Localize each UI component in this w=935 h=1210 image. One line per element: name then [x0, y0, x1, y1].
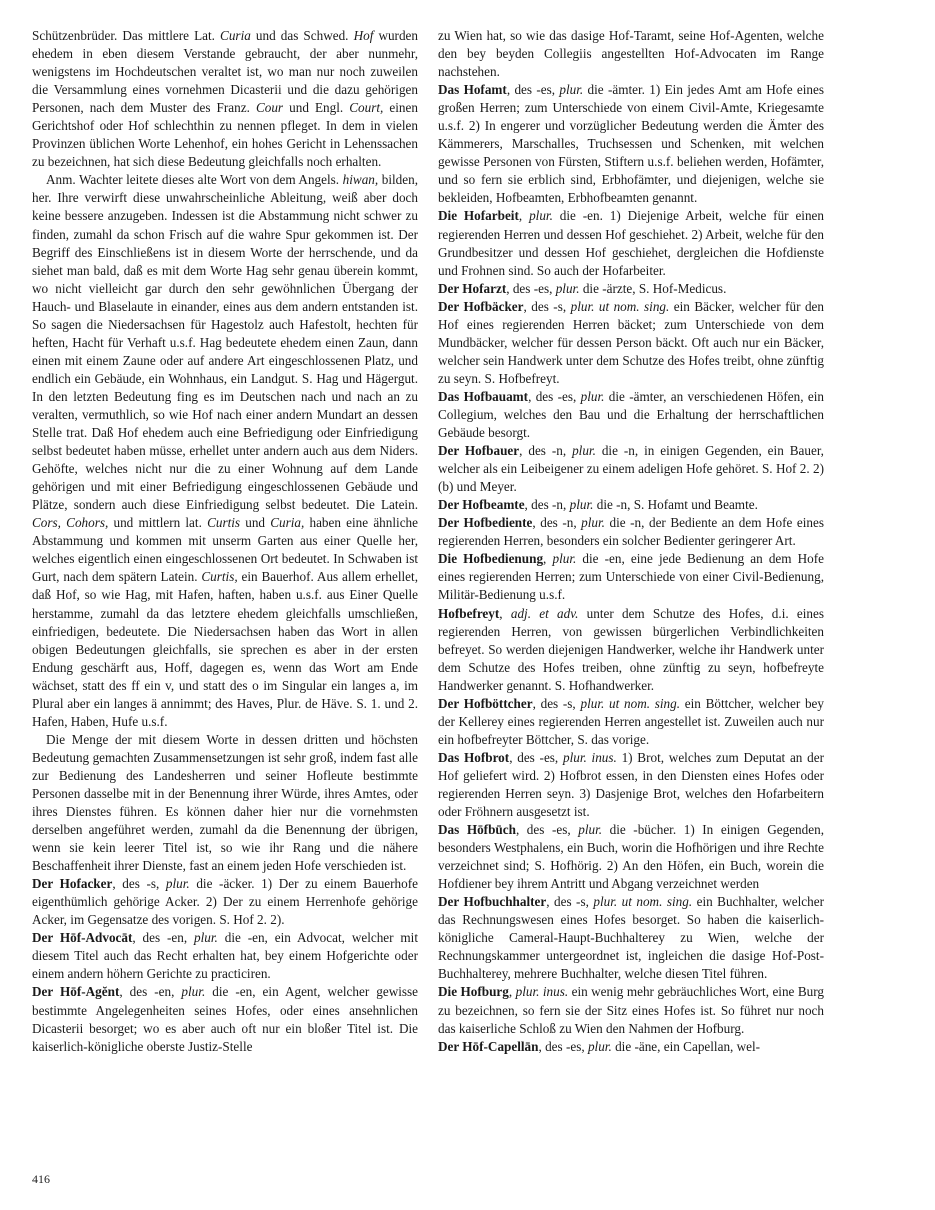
dictionary-entry [438, 207, 824, 279]
text-run: , des -n, [519, 443, 573, 459]
text-run: Schützenbrüder. Das mittlere Lat. [32, 28, 221, 43]
italic-text: plur. [529, 208, 553, 224]
dictionary-entry [438, 81, 824, 207]
text-run: die -ämter, an verschiedenen Höfen, ein Collegium, welches den Bau und die Erhaltung der herrschaftlichen Gebäude besorgt. [438, 388, 824, 441]
text-run: einen Gerichtshof oder Hof schlechthin zu nennen pfleget. In dem in vielen Provinzen üblichen Worte Lehenhof, ein hohes Gericht in Lehenssachen zu bezeichnen, hat sich diese Bedeutung gleichfalls noch erhalten. [32, 100, 418, 170]
text-run: die -äcker. 1) Der zu einem Bauerhofe eigenthümlich gehörige Acker. 2) Der zu einem Herrenhofe gehörige Acker, im Gegensatze des vorigen. S. Hof 2. 2). [32, 876, 418, 928]
text-run: ein Böttcher, welcher bey der Kellerey eines regierenden Herren angestellet ist. Zuweilen auch nur ein hofbefreyter Böttcher, S. das vorige. [438, 695, 825, 747]
headword: Das Hōfbūch [438, 822, 516, 838]
italic-text: plur. inus. [515, 984, 569, 1000]
text-run: ein Bäcker, welcher für den Hof eines regierenden Herren bäcket; zum Unterschiede von dem Mundbäcker, welcher für dessen Person bäckt. Oft auch nur ein Bäcker, welcher sein Handwerk unter dem Schutze des Hofes treibt, ohne zünftig zu seyn. S. Hofbefreyt. [438, 298, 824, 386]
headword: Der Hofböttcher [438, 695, 533, 711]
text-run: , [518, 208, 530, 224]
text-run: , des -s, [523, 298, 571, 314]
headword: Der Hofbuchhalter [438, 894, 547, 910]
dictionary-entry [32, 875, 418, 929]
headword: Der Hofbäcker [438, 298, 524, 314]
text-run: bilden, her. Ihre verwirft diese unwahrscheinliche Ableitung, weiß aber doch keine bessere anzugeben. Indessen ist die Abstammung nicht schwer zu finden, zumahl da schon Frisch auf die wahre Spur gekommen ist. Der Begriff des Einschließens ist in diesem Worte der herrschende, und da siehet man bald, daß es mit dem Worte Hag sehr genau überein kommt, wo nicht vielleicht gar durch den sehr gewöhnlichen Übergang der Hauch- und Blaselaute in einander, eines aus dem andern entstanden ist. So sagen die Niedersachsen für Hagestolz auch Hafestolt, hechten für heften, Hacht für Verhaft u.s.f. Hag bedeutete ehedem einen Zaun, dann einen mit einem Zaune oder auf andere Art eingeschlossenen Platz, und endlich ein Gebäude, ein Wohnhaus, ein Landgut. S. Hag und Hägergut. In den letzten Bedeutung fing es im Deutschen nach und nach an zu veralten, vermuthlich, so wie Hof nach einer andern Mundart an dessen Stelle trat. Daß Hof ehedem auch eine Befriedigung oder Einfriedigung selbst bedeutet haben müsse, erhellet unter andern auch aus dem Niders. Gehöfte, welches nicht nur die zu einer Wohnung auf dem Lande gehörigen und mit einer Befriedigung eingeschlossenen Gebäude und Plätze, sondern auch diese Einfriedigung selbst bedeutet. Die Latein. [32, 172, 418, 513]
italic-text: plur. [194, 930, 218, 946]
text-run: unter dem Schutze des Hofes, d.i. eines regierenden Herren, von gewissen bürgerlichen Verbindlichkeiten befreyet. So werden diejenigen Handwerker, welche ihr Handwerk unter dem Schutze des Hofes treiben, ohne zünftig zu seyn, hofbefreyte Handwerker genannt. S. Hofhandwerker. [438, 605, 824, 693]
text-run: die -en, ein Advocat, welcher mit diesem Titel auch das Recht erhalten hat, bey einem Hofgerichte oder einem andern höhern Gerichte zu practiciren. [32, 930, 419, 982]
dictionary-entry [438, 695, 824, 749]
italic-text: Cour [255, 100, 284, 116]
italic-text: plur. [552, 551, 577, 567]
text-run: , des -s, [532, 695, 581, 711]
body-paragraph [32, 171, 418, 730]
text-run: die -ärzte, S. Hof-Medicus. [579, 280, 727, 296]
text-run: haben eine ähnliche Abstammung und kommen mit unserm Garten aus einer Quelle her, welches eigentlich einen eingeschlossenen Ort bedeutet. In Schwaben ist Gurt, nach dem spätern Latein. [32, 515, 418, 585]
headword: Der Hofacker [32, 876, 113, 892]
italic-text: plur. ut nom. sing. [570, 298, 670, 314]
headword: Der Hofbediente [438, 515, 533, 531]
italic-text: adj. et adv. [510, 605, 579, 621]
italic-text: hiwan, [342, 172, 379, 188]
dictionary-entry [438, 388, 824, 442]
text-run: , des -es, [515, 822, 579, 838]
page-number: 416 [32, 1172, 50, 1186]
italic-text: Curtis [207, 515, 241, 531]
text-run: Anm. Wachter leitete dieses alte Wort von dem Angels. [46, 172, 343, 188]
headword: Das Hofamt [438, 82, 507, 98]
text-run: , des -es, [506, 82, 560, 98]
italic-text: plur. [555, 280, 580, 296]
dictionary-entry [438, 893, 824, 983]
italic-text: Cors, Cohors, [32, 515, 109, 531]
headword: Die Hofarbeit [438, 208, 519, 224]
headword: Hofbefreyt [438, 605, 500, 621]
dictionary-entry [438, 442, 824, 496]
text-run: , [543, 551, 553, 567]
text-run: die -en. 1) Diejenige Arbeit, welche für einen regierenden Herren und dessen Hof geschiehet. 2) Arbeit, welche für den Grundbesitzer und dessen Hof geschiehet, dergleichen die Hofdienste und Frohnen sind. So auch der Hofarbeiter. [438, 208, 825, 278]
headword: Das Hofbrot [438, 749, 510, 765]
headword: Der Hōf-Capellān [438, 1038, 539, 1054]
headword: Die Hofbedienung [438, 551, 544, 567]
dictionary-entry [438, 298, 824, 388]
italic-text: Curia, [270, 515, 305, 531]
text-run: ein wenig mehr gebräuchliches Wort, eine Burg zu bezeichnen, so fern sie der Sitz eines Hofes ist. So führet nur noch das kaiserliche Schloß zu Wien den Nahmen der Hofburg. [438, 984, 824, 1036]
italic-text: plur. [181, 984, 206, 1000]
text-run: , des -es, [538, 1038, 588, 1054]
headword: Das Hofbauamt [438, 388, 529, 404]
italic-text: plur. [569, 497, 594, 513]
text-run: , des -en, [119, 984, 182, 1000]
dictionary-entry [438, 983, 824, 1037]
text-run: die -n, in einigen Gegenden, ein Bauer, welcher als ein Leibeigener zu einem adeligen Hofe gehöret. S. Hof 2. 2) (b) und Meyer. [438, 443, 824, 495]
right-column [438, 27, 824, 1056]
text-run: die -n, der Bediente an dem Hofe eines regierenden Herren, besonders ein solcher Bedienter geringerer Art. [438, 515, 824, 549]
italic-text: plur. [587, 1038, 612, 1054]
text-run: und Engl. [283, 100, 350, 116]
text-run: , [499, 605, 511, 621]
text-run: , des -n, [524, 497, 570, 513]
text-run: , des -es, [506, 280, 556, 296]
italic-text: plur. [578, 822, 603, 838]
text-run: zu Wien hat, so wie das dasige Hof-Taramt, seine Hof-Agenten, welche den bey beyden Collegiis angestellten Hof-Advocaten im Range nachstehen. [438, 28, 824, 80]
text-run: wurden ehedem in eben diesem Verstande gebraucht, der aber nunmehr, wenigstens im Hochdeutschen veraltet ist, wo man nur noch zuweilen die Versammlung eines vornehmen Dicasterii und die dazu gehörigen Personen, nach dem Muster des Franz. [32, 28, 418, 116]
italic-text: plur. [580, 388, 605, 404]
text-run: , des -s, [546, 894, 594, 910]
text-run: die -ämter. 1) Ein jedes Amt am Hofe eines großen Herren; zum Unterschiede von einem Civil-Amte, Kriegesamte u.s.f. 2) In engerer und vorzüglicher Bedeutung werden die Ämter des Kämmerers, Marschalles, Truchsessen und Schenken, mit welchen gewisse Personen von Fürsten, Stiftern u.s.f. beliehen werden, Hofämter, und so fern sie erblich sind, Erbhofämter, und diejenigen, welche sie bekleiden, Hofbeamten, Erbhofbeamten genannt. [438, 82, 824, 206]
dictionary-entry [438, 1038, 824, 1056]
text-run: ein Buchhalter, welcher das Rechnungswesen eines Hofes besorget. So haben die kaiserlich-königliche Cameral-Haupt-Buchhalterey zu Wien, welche der Rechnungskammer untergeordnet ist, ingleichen die dasige Hof-Post-Buchhalterey, mehrere Buchhalter, welche diesen Titel führen. [438, 894, 824, 982]
text-run: , des -s, [112, 876, 166, 892]
dictionary-entry [32, 929, 418, 983]
text-run: die -bücher. 1) In einigen Gegenden, besonders Westphalens, ein Buch, worin die Hofhörigen und ihre Rechte verzeichnet sind; S. Hofhörig. 2) An den Höfen, ein Buch, worein die Hofdiener bey ihrem Antritt und Abgang verzeichnet werden [438, 822, 824, 892]
left-column [32, 27, 418, 1056]
italic-text: plur. ut nom. sing. [593, 894, 693, 910]
italic-text: Hof [353, 28, 374, 43]
italic-text: Court, [349, 100, 384, 116]
italic-text: Curtis, [201, 569, 238, 585]
text-run: die -äne, ein Capellan, wel- [611, 1038, 761, 1054]
text-run: , des -es, [509, 749, 563, 765]
italic-text: plur. [559, 82, 584, 98]
text-run: und mittlern lat. [108, 515, 208, 531]
dictionary-entry [438, 514, 824, 550]
dictionary-entry [438, 496, 824, 514]
text-run: ein Bauerhof. Aus allem erhellet, daß Hof, so wie Hag, mit Hafen, haften, haben u.s.f. aus Einer Quelle herstamme, zumahl da das letztere ehedem gleichfalls umschließen, einfriedigen, bedeutete. Die Niedersachsen haben das Wort in allen obigen Bedeutungen gleichfalls, sie sprechen es aber in der ersten Endung geschärft aus, Hoff, dagegen es, wenn das Wort am Ende wächset, statt des ff ein v, und statt des o im Singular ein langes a, im Plural aber ein langes ä annimmt; des Haves, Plur. de Häve. S. 1. und 2. Hafen, Haben, Hufe u.s.f. [32, 569, 418, 729]
dictionary-entry [438, 280, 824, 298]
italic-text: plur. ut nom. sing. [580, 695, 681, 711]
body-paragraph [32, 731, 418, 875]
dictionary-entry [438, 605, 824, 695]
body-paragraph [32, 27, 418, 171]
text-run: 1) Brot, welches zum Deputat an der Hof geliefert wird. 2) Hofbrot essen, in den Diensten eines Hofes oder regierenden Herren seyn. 3) Dasjenige Brot, welches den Hofarbeitern oder Fröhnern ausgesetzt ist. [438, 749, 824, 820]
text-run: und [240, 515, 271, 531]
text-run: die -n, S. Hofamt und Beamte. [593, 497, 758, 513]
dictionary-entry [438, 550, 824, 604]
text-run: , des -en, [132, 930, 195, 946]
headword: Die Hofburg [438, 984, 509, 1000]
headword: Der Hofbeamte [438, 497, 525, 513]
headword: Der Hofarzt [438, 280, 507, 296]
headword: Der Hōf-Advocāt [32, 930, 133, 946]
dictionary-entry [438, 749, 824, 821]
headword: Der Hōf-Agĕnt [32, 984, 120, 1000]
headword: Der Hofbauer [438, 443, 520, 459]
dictionary-entry [438, 821, 824, 893]
italic-text: plur. inus. [562, 749, 617, 765]
text-run: und das Schwed. [250, 28, 354, 43]
italic-text: plur. [165, 876, 190, 892]
text-run: die -en, ein Agent, welcher gewisse bestimmte Angelegenheiten seines Hofes, oder eines ansehnlichen Dicasterii besorget; wo es aber auch oft nur ein bloßer Titel ist. Die kaiserlich-königliche oberste Justiz-Stelle [32, 984, 419, 1054]
text-run: , [508, 984, 516, 1000]
italic-text: plur. [581, 515, 605, 531]
dictionary-entry [32, 983, 418, 1055]
body-paragraph [438, 27, 824, 81]
italic-text: Curia [220, 28, 251, 43]
text-run: die -en, eine jede Bedienung an dem Hofe eines regierenden Herren; zum Unterschiede von einer Civil-Bedienung, Militär-Bedienung u.s.f. [438, 551, 825, 603]
italic-text: plur. [572, 443, 596, 459]
text-run: Die Menge der mit diesem Worte in dessen dritten und höchsten Bedeutung gemachten Zusammensetzungen ist sehr groß, indem fast alle zur Bedienung des Landesherren und seiner Hofleute bestimmte Personen dasselbe mit in der Benennung ihrer Würde, ihres Amtes, oder ihres Dienstes führen. Es können daher hier nur die vornehmsten derselben angeführet werden, zumahl da die Benennung der übrigen, wenn sie kein leerer Titel ist, so wie ihr Rang und die nähere Beschaffenheit ihrer Dienste, fast an einem jeden Hofe verschieden ist. [32, 731, 418, 874]
text-run: , des -es, [528, 388, 581, 404]
text-run: , des -n, [532, 515, 582, 531]
